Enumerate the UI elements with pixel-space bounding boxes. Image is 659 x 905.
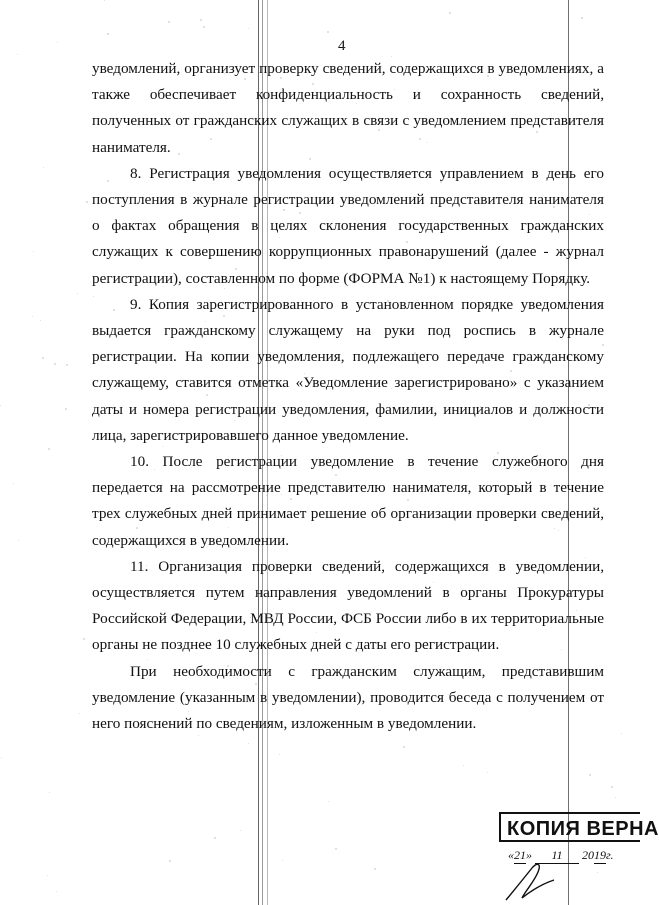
scan-speck (500, 385, 501, 386)
scan-speck (554, 528, 555, 529)
scan-speck (32, 316, 33, 317)
scan-speck (589, 774, 591, 776)
scan-speck (299, 212, 301, 214)
paragraph-11: 11. Организация проверки сведений, содержащихся в уведомлении, осуществляется путем направления уведомлений в органы Прокуратуры Российской Федерации, МВД России, ФСБ России либо в их территориальные органы не позднее 10 служебных дней с даты его регистрации. (92, 557, 604, 654)
scan-speck (280, 77, 282, 79)
scan-speck (48, 448, 50, 450)
scan-speck (248, 743, 249, 744)
scan-speck (169, 860, 171, 862)
scan-speck (255, 683, 257, 685)
signature (502, 858, 562, 904)
stamp-date: «21» 11 2019г. (508, 848, 614, 862)
scan-speck (255, 458, 256, 459)
scan-speck (57, 42, 58, 43)
paragraph-continuation: уведомлений, организует проверку сведений, содержащихся в уведомлениях, а также обеспечивает конфиденциальность и сохранность сведений, полученных от гражданских служащих в связи с уведомлением представителя нанимателя. (92, 60, 604, 156)
scan-speck (203, 26, 205, 28)
scan-speck (539, 675, 541, 677)
scan-speck (568, 511, 569, 512)
scan-speck (316, 632, 317, 633)
scan-speck (335, 474, 337, 476)
scan-speck (93, 296, 94, 297)
scan-speck (235, 268, 237, 270)
scan-speck (147, 659, 148, 660)
paragraph-10: 10. После регистрации уведомление в течение служебного дня передается на рассмотрение представителю нанимателя, который в течение трех служебных дней принимает решение об организации проверки сведений, содержащихся в уведомлении. (92, 453, 604, 549)
scan-speck (281, 455, 282, 456)
scan-speck (65, 408, 67, 410)
scan-speck (449, 627, 450, 628)
scan-speck (406, 241, 408, 243)
scan-speck (487, 75, 489, 77)
scan-speck (433, 582, 434, 583)
paragraph-final: При необходимости с гражданским служащим, представившим уведомление (указанным в уведомлении), проводится беседа с получением от него пояснений по сведениям, изложенным в уведомлении. (92, 662, 604, 733)
scan-speck (18, 540, 19, 541)
scan-speck (536, 131, 538, 133)
scan-speck (387, 300, 389, 302)
scan-speck (550, 96, 551, 97)
scan-speck (407, 499, 409, 501)
scan-speck (335, 848, 337, 850)
scan-speck (168, 21, 170, 23)
scan-speck (581, 17, 583, 19)
scan-speck (13, 483, 14, 484)
scan-speck (79, 713, 80, 714)
scan-speck (178, 153, 180, 155)
scan-speck (54, 363, 56, 365)
scan-speck (304, 373, 305, 374)
scan-speck (146, 565, 147, 566)
scan-speck (487, 772, 488, 773)
scan-speck (450, 248, 452, 250)
scan-speck (510, 370, 512, 372)
scan-speck (227, 665, 229, 667)
scan-speck (279, 754, 280, 755)
scan-speck (472, 118, 473, 119)
scan-speck (463, 765, 464, 766)
scan-speck (312, 83, 314, 85)
scan-speck (208, 91, 209, 92)
scan-speck (615, 797, 616, 798)
scan-speck (43, 167, 44, 168)
paragraph-8: 8. Регистрация уведомления осуществляется управлением в день его поступления в журнале регистрации уведомлений представителя нанимателя о фактах обращения в целях склонения государственных гражданских служащих к совершению коррупционных правонарушений (далее - журнал регистрации), составленном по форме (ФОРМА №1) к настоящему Порядку. (92, 164, 604, 287)
scan-speck (154, 469, 155, 470)
scan-speck (107, 33, 109, 35)
scan-speck (250, 617, 251, 618)
scan-speck (104, 0, 105, 1)
scan-speck (279, 237, 280, 238)
scan-speck (470, 274, 471, 275)
scan-speck (602, 344, 604, 346)
scan-speck (49, 792, 50, 793)
scan-speck (240, 830, 241, 831)
scan-speck (440, 181, 442, 183)
stamp-year: 19 (594, 848, 606, 862)
scan-speck (99, 434, 100, 435)
scan-speck (210, 138, 212, 140)
scan-speck (234, 420, 235, 421)
scan-speck (103, 436, 104, 437)
scan-speck (219, 223, 221, 225)
scan-speck (585, 557, 586, 558)
scan-speck (558, 530, 559, 531)
scan-speck (353, 510, 354, 511)
scan-speck (327, 31, 329, 33)
scan-speck (561, 649, 562, 650)
scan-speck (33, 251, 34, 252)
stamp-day: 21 (514, 848, 526, 862)
scan-speck (394, 89, 395, 90)
scan-speck (283, 209, 285, 211)
scan-speck (136, 527, 138, 529)
scan-speck (107, 180, 109, 182)
page-number: 4 (338, 38, 346, 54)
scan-speck (205, 321, 206, 322)
scan-speck (621, 733, 622, 734)
scan-speck (414, 352, 416, 354)
scan-speck (47, 875, 48, 876)
scan-speck (244, 78, 246, 80)
paragraph-9: 9. Копия зарегистрированного в установленном порядке уведомления выдается гражданскому служащему на руки под роспись в журнале регистрации. На копии уведомления, подлежащего передаче гражданскому служащему, ставится отметка «Уведомление зарегистрировано» с указанием даты и номера регистрации уведомления, фамилии, инициалов и должности лица, зарегистрировавшего данное уведомление. (92, 295, 604, 444)
scan-speck (571, 595, 572, 596)
scan-speck (266, 495, 267, 496)
scan-speck (356, 103, 357, 104)
scan-speck (228, 527, 229, 528)
scan-speck (449, 12, 451, 14)
scan-speck (159, 703, 160, 704)
scan-speck (335, 379, 337, 381)
scan-speck (224, 73, 225, 74)
scan-speck (343, 47, 345, 49)
scan-speck (223, 315, 225, 317)
stamp-month: 11 (535, 848, 579, 864)
scan-speck (403, 746, 405, 748)
scan-speck (83, 638, 85, 640)
scan-speck (597, 872, 598, 873)
scan-speck (581, 490, 583, 492)
scan-speck (77, 293, 78, 294)
scan-speck (116, 591, 117, 592)
scan-speck (391, 56, 392, 57)
scan-speck (553, 206, 555, 208)
scan-speck (309, 412, 310, 413)
scan-speck (419, 138, 421, 140)
scan-speck (163, 446, 164, 447)
scan-speck (17, 54, 18, 55)
scan-speck (200, 19, 202, 21)
scan-speck (611, 786, 613, 788)
scan-speck (133, 120, 134, 121)
document-body (92, 56, 604, 737)
scan-speck (378, 129, 380, 131)
scan-speck (341, 251, 342, 252)
scan-speck (282, 860, 283, 861)
scan-speck (497, 452, 499, 454)
scan-speck (576, 610, 577, 611)
scan-speck (0, 405, 1, 406)
scan-speck (589, 214, 590, 215)
scan-speck (40, 320, 41, 321)
scan-speck (427, 142, 428, 143)
copy-certified-stamp: КОПИЯ ВЕРНА (499, 812, 640, 842)
scan-speck (328, 801, 329, 802)
scan-speck (309, 158, 311, 160)
scan-speck (290, 498, 292, 500)
scan-speck (391, 388, 392, 389)
scan-speck (56, 891, 57, 892)
scan-speck (180, 703, 181, 704)
scan-speck (206, 394, 208, 396)
scan-speck (480, 406, 481, 407)
scan-speck (113, 309, 115, 311)
scan-speck (224, 288, 225, 289)
scan-speck (66, 364, 68, 366)
scan-speck (248, 28, 249, 29)
scan-speck (588, 404, 590, 406)
scan-speck (214, 837, 216, 839)
scan-speck (194, 389, 195, 390)
scan-speck (86, 201, 88, 203)
scan-speck (42, 357, 44, 359)
scan-speck (188, 711, 189, 712)
scan-speck (374, 868, 376, 870)
scan-speck (381, 355, 383, 357)
scan-speck (198, 735, 199, 736)
scan-speck (1, 757, 2, 758)
scan-speck (266, 202, 267, 203)
scan-speck (239, 485, 240, 486)
scan-speck (281, 494, 282, 495)
